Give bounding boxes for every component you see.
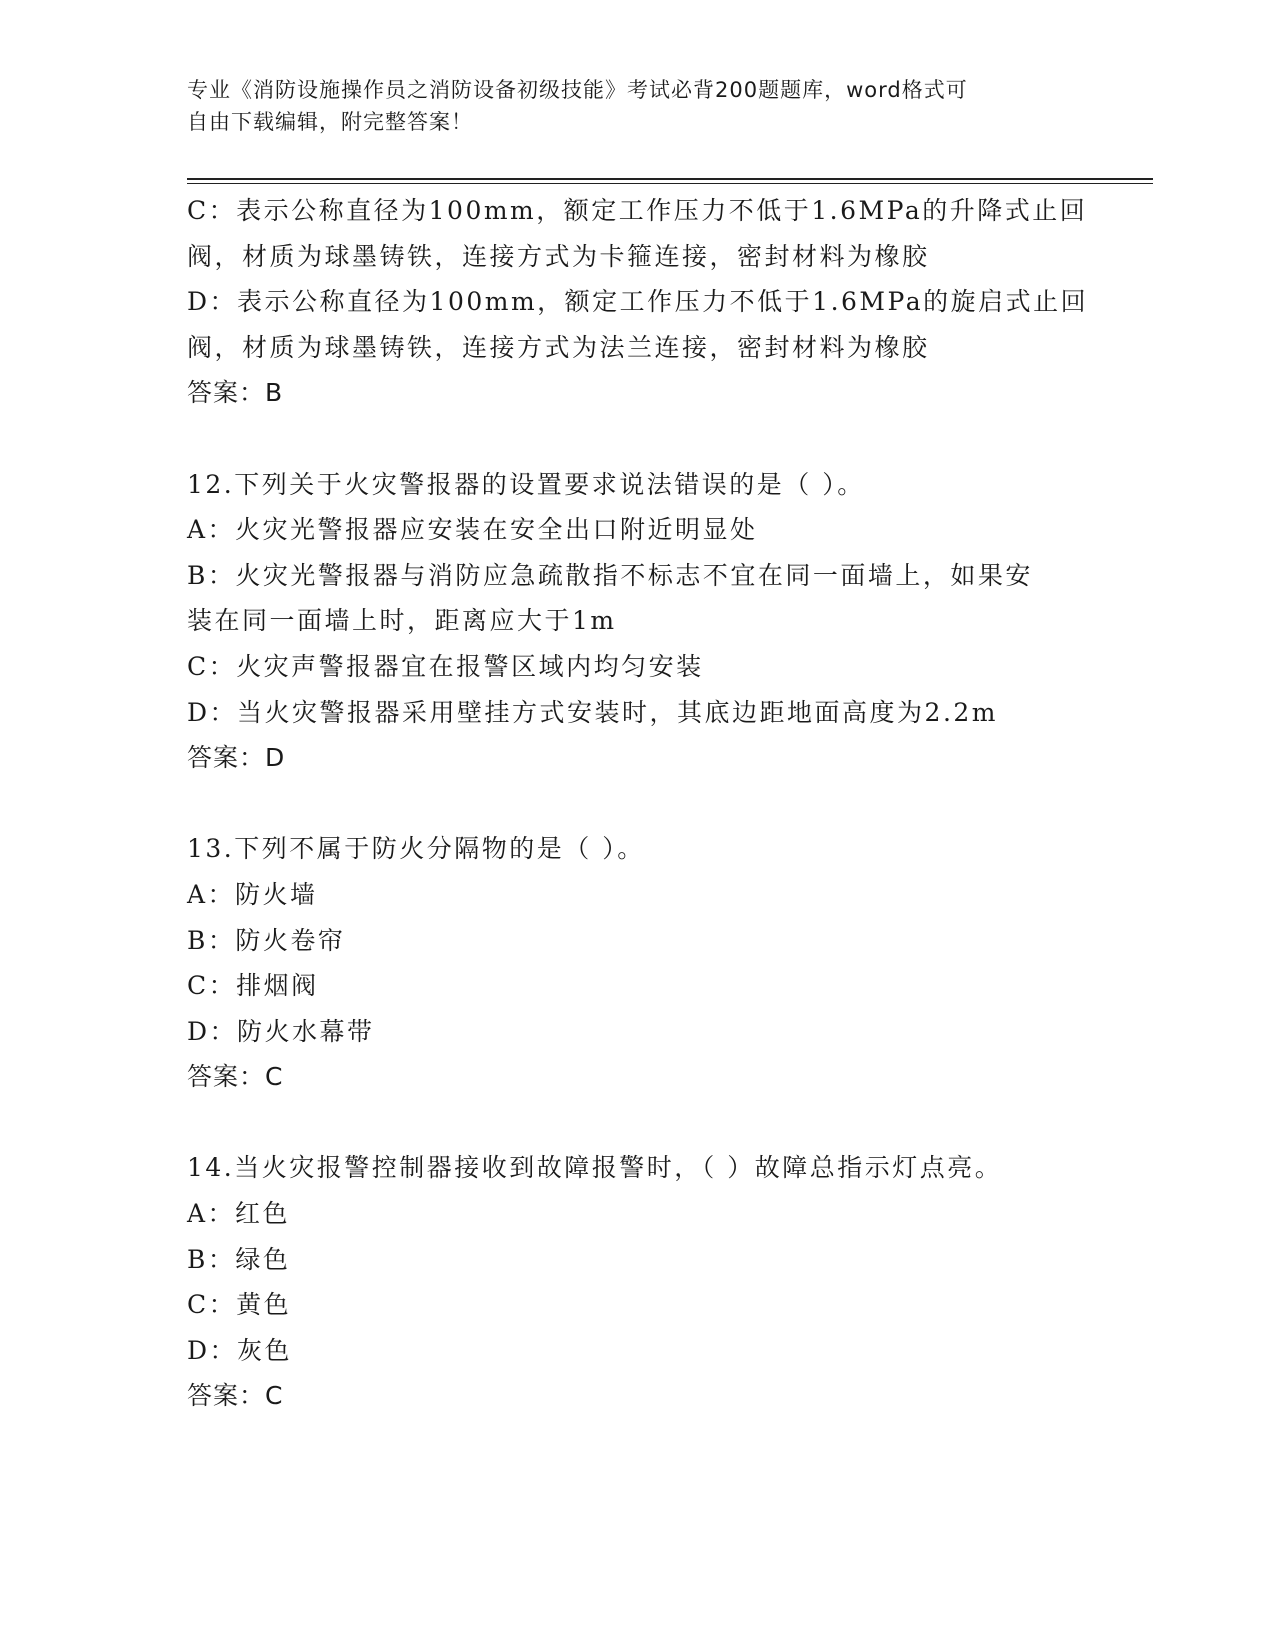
question-stem: 13.下列不属于防火分隔物的是（ ）。 bbox=[187, 834, 645, 864]
option-line: 阀，材质为球墨铸铁，连接方式为卡箍连接，密封材料为橡胶 bbox=[187, 241, 930, 271]
header-line-1: 专业《消防设施操作员之消防设备初级技能》考试必背200题题库，word格式可 bbox=[187, 78, 968, 102]
question-12 bbox=[187, 462, 1087, 781]
option-line: B：火灾光警报器与消防应急疏散指不标志不宜在同一面墙上，如果安 bbox=[187, 560, 1033, 590]
option-line: C：表示公称直径为100mm，额定工作压力不低于1.6MPa的升降式止回 bbox=[187, 196, 1088, 225]
header-line-2: 自由下载编辑，附完整答案！ bbox=[187, 110, 473, 134]
question-stem: 14.当火灾报警控制器接收到故障报警时，（ ）故障总指示灯点亮。 bbox=[187, 1153, 1003, 1183]
option-line: A：红色 bbox=[187, 1199, 291, 1229]
option-line: D：表示公称直径为100mm，额定工作压力不低于1.6MPa的旋启式止回 bbox=[187, 287, 1089, 317]
question-13 bbox=[187, 826, 1087, 1100]
answer-line: 答案：C bbox=[187, 1381, 284, 1411]
option-line: D：当火灾警报器采用壁挂方式安装时，其底边距地面高度为2.2m bbox=[187, 697, 999, 727]
option-line: 阀，材质为球墨铸铁，连接方式为法兰连接，密封材料为橡胶 bbox=[187, 332, 930, 362]
answer-line: 答案：D bbox=[187, 743, 286, 773]
option-line: C：排烟阀 bbox=[187, 971, 319, 1001]
header-divider-thin bbox=[187, 183, 1153, 184]
option-line: 装在同一面墙上时，距离应大于1m bbox=[187, 606, 617, 636]
answer-line: 答案：C bbox=[187, 1062, 284, 1092]
option-line: C：火灾声警报器宜在报警区域内均匀安装 bbox=[187, 651, 704, 681]
option-line: B：绿色 bbox=[187, 1244, 291, 1274]
spacer bbox=[187, 416, 1087, 462]
option-line: B：防火卷帘 bbox=[187, 925, 346, 955]
option-line: D：防火水幕带 bbox=[187, 1016, 375, 1046]
header-divider-thick bbox=[187, 178, 1153, 180]
question-14 bbox=[187, 1145, 1087, 1419]
answer-line: 答案：B bbox=[187, 378, 284, 408]
document-header bbox=[187, 74, 1087, 138]
question-stem: 12.下列关于火灾警报器的设置要求说法错误的是（ ）。 bbox=[187, 469, 865, 499]
option-line: C：黄色 bbox=[187, 1290, 292, 1320]
question-content bbox=[187, 188, 1087, 1419]
question-11-continuation bbox=[187, 188, 1087, 416]
spacer bbox=[187, 781, 1087, 827]
option-line: A：火灾光警报器应安装在安全出口附近明显处 bbox=[187, 515, 758, 545]
option-line: A：防火墙 bbox=[187, 879, 318, 909]
spacer bbox=[187, 1100, 1087, 1146]
option-line: D：灰色 bbox=[187, 1335, 293, 1365]
